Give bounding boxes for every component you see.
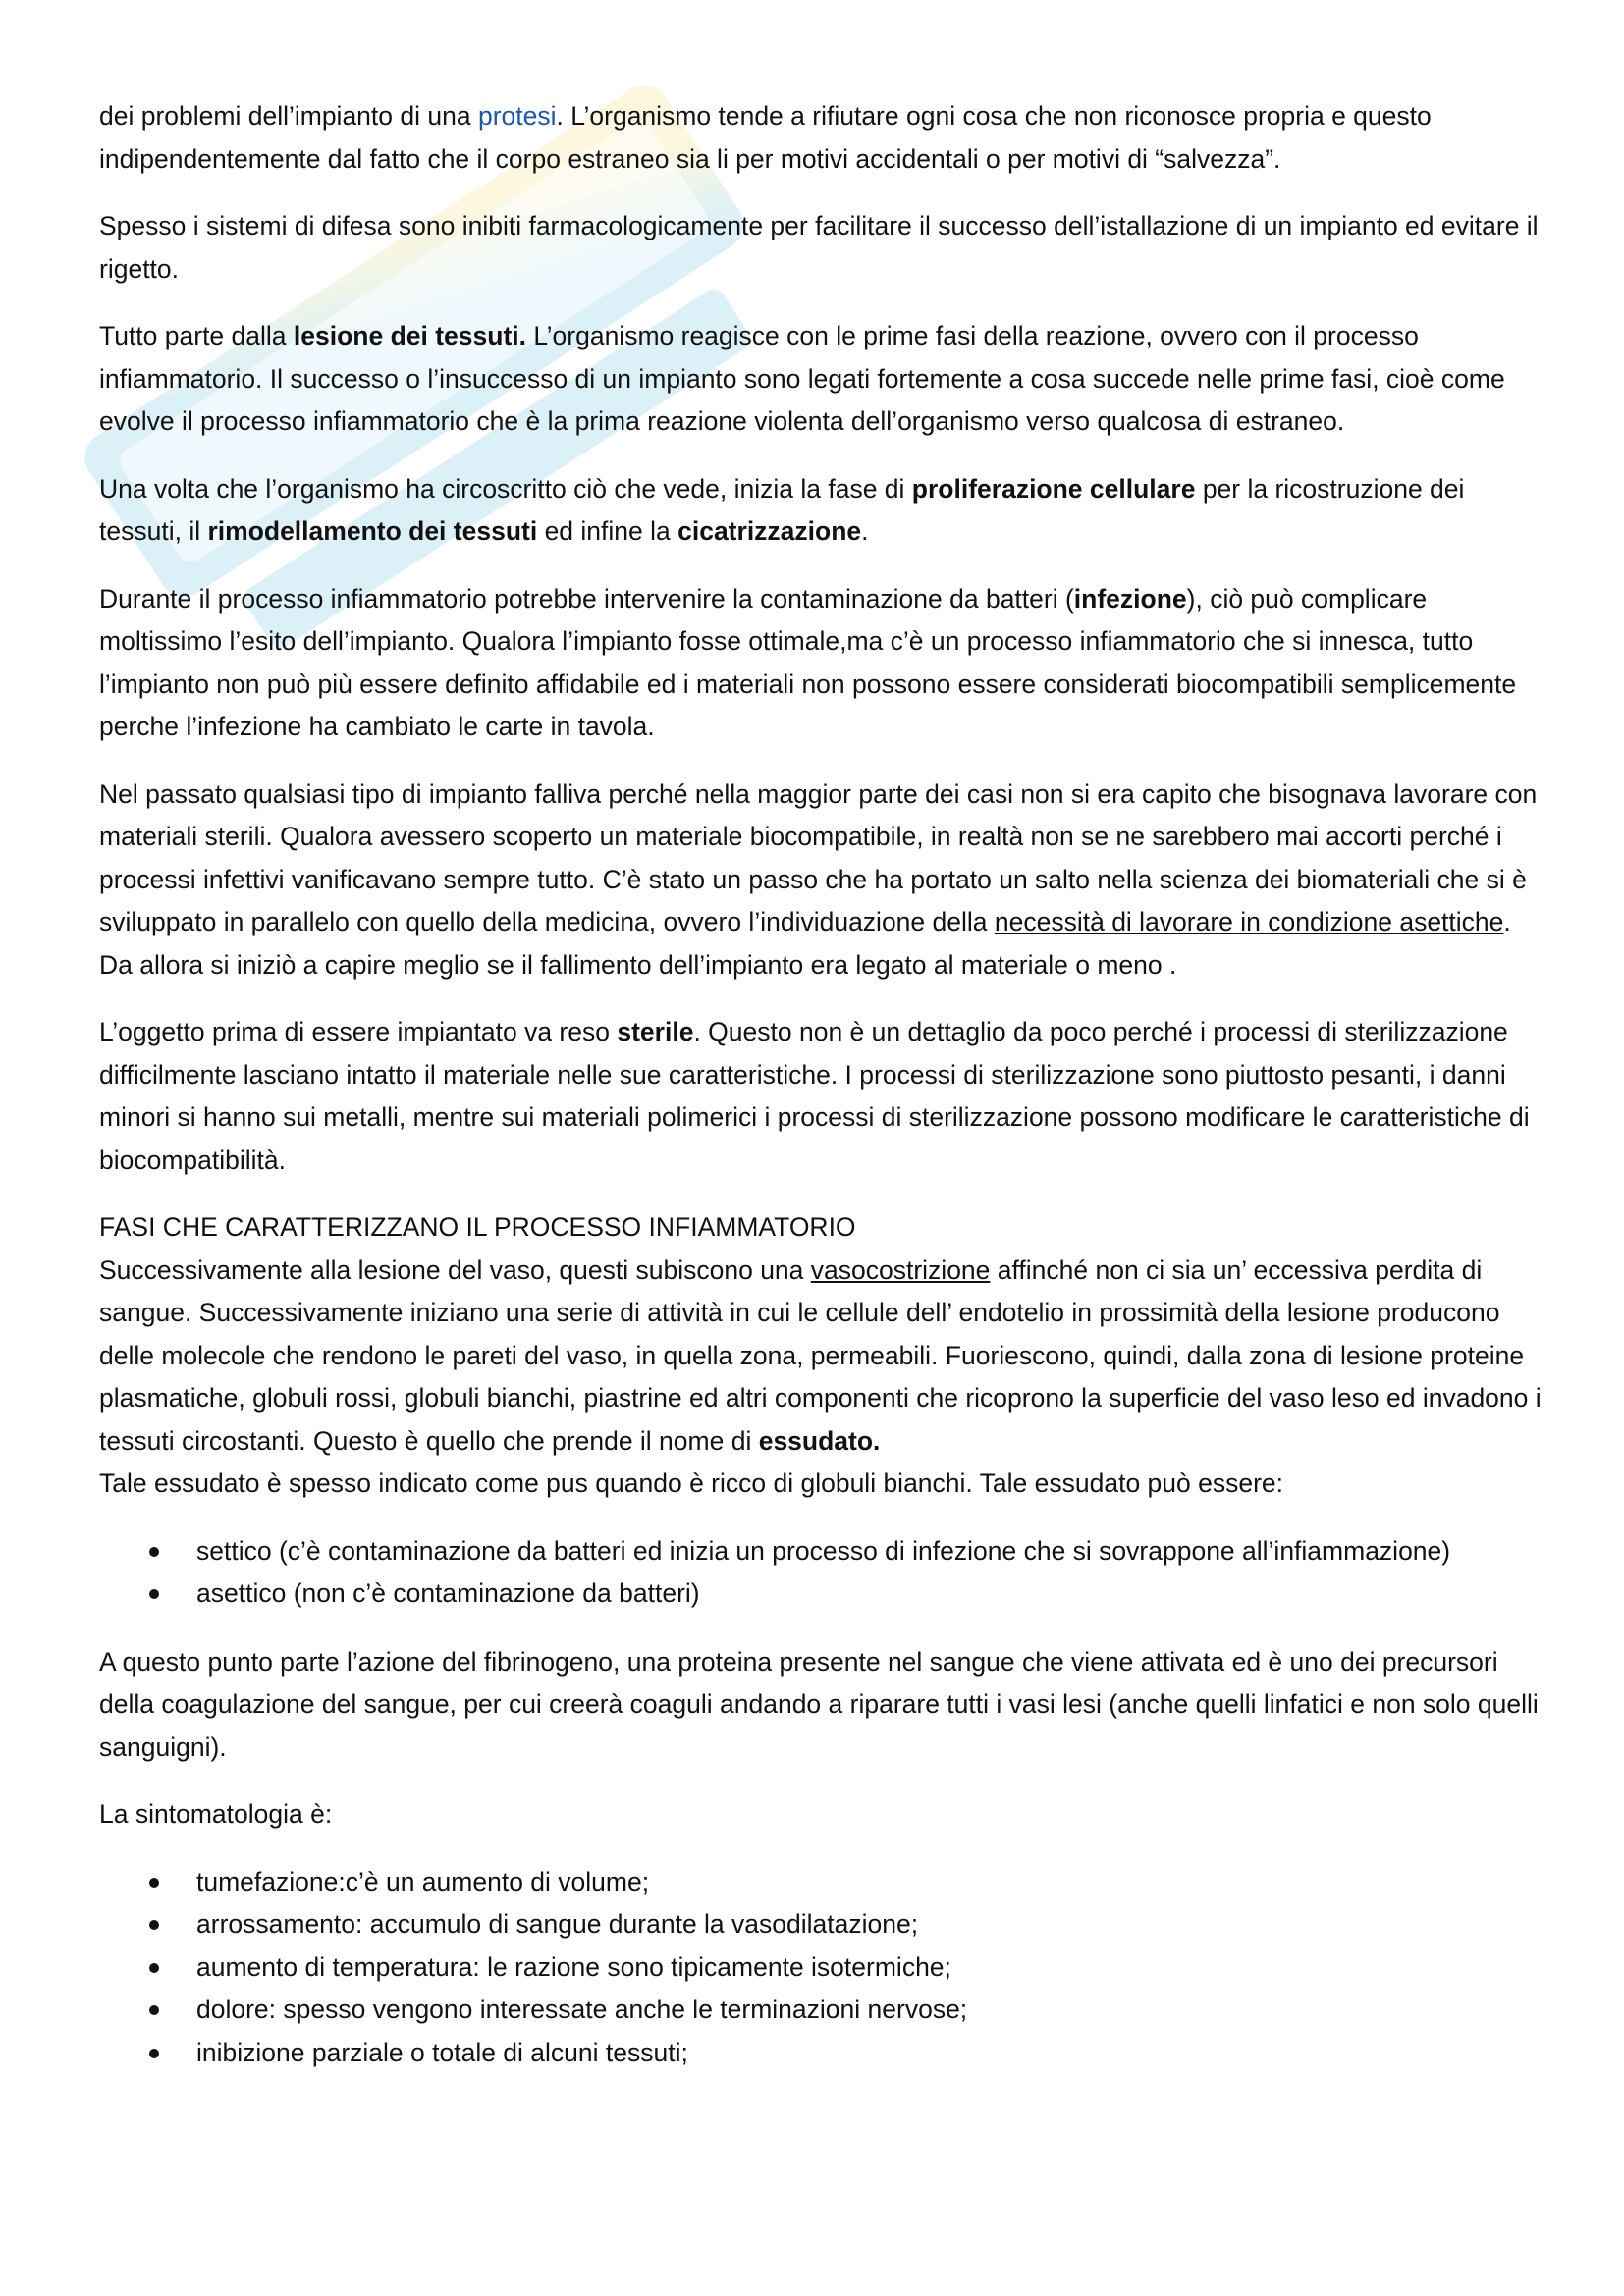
- bold-term: rimodellamento dei tessuti: [207, 516, 538, 546]
- paragraph-text: ed infine la: [537, 516, 678, 546]
- paragraph-text: ), ciò può complicare moltissimo l’esito dell’impianto. Qualora l’impianto fosse ottimale,ma c’è un processo infiammatorio che si innesca, tutto l’impianto non può più essere definito affidabile ed i materiali non possono essere considerati biocompatibili semplicemente perche l’infezione ha cambiato le carte in tavola.: [99, 583, 1517, 741]
- paragraph-text: per la ricostruzione dei tessuti, il: [99, 473, 1465, 546]
- exudate-types-list: [99, 1530, 1543, 1616]
- paragraph-text: . Questo non è un dettaglio da poco perché i processi di sterilizzazione difficilmente lasciano intatto il materiale nelle sue caratteristiche. I processi di sterilizzazione sono piuttosto pesanti, i danni minori si hanno sui metalli, mentre sui materiali polimerici i processi di sterilizzazione possono modificare le caratteristiche di biocompatibilità.: [99, 1017, 1530, 1175]
- paragraph: [99, 95, 1543, 181]
- bold-term: sterile: [617, 1017, 694, 1046]
- paragraph: La sintomatologia è:: [99, 1799, 333, 1829]
- protesi-link[interactable]: protesi: [477, 101, 557, 131]
- paragraph-text: Successivamente alla lesione del vaso, questi subiscono una: [99, 1255, 811, 1285]
- section-heading: FASI CHE CARATTERIZZANO IL PROCESSO INFIAMMATORIO: [99, 1212, 856, 1242]
- underlined-term: vasocostrizione: [810, 1255, 991, 1285]
- list-item: arrossamento: accumulo di sangue durante la vasodilatazione;: [99, 1903, 1543, 1947]
- paragraph-text: Durante il processo infiammatorio potrebbe intervenire la contaminazione da batteri (: [99, 583, 1074, 614]
- list-item: tumefazione:c’è un aumento di volume;: [99, 1861, 1543, 1904]
- list-item: settico (c’è contaminazione da batteri ed inizia un processo di infezione che si sovrappone all’infiammazione): [99, 1530, 1543, 1574]
- bold-term: proliferazione cellulare: [911, 473, 1196, 504]
- paragraph-text: Una volta che l’organismo ha circoscritto ciò che vede, inizia la fase di: [99, 473, 912, 504]
- bold-term: cicatrizzazione: [677, 516, 862, 546]
- paragraph-text: Nel passato qualsiasi tipo di impianto falliva perché nella maggior parte dei casi non si era capito che bisognava lavorare con materiali sterili. Qualora avessero scoperto un materiale biocompatibile, in realtà non se ne sarebbero mai accorti perché i processi infettivi vanificavano sempre tutto. C’è stato un passo che ha portato un salto nella scienza dei biomateriali che si è sviluppato in parallelo con quello della medicina, ovvero l’individuazione della: [99, 778, 1538, 936]
- document-body: [99, 95, 1543, 2100]
- paragraph-text: .: [861, 516, 869, 546]
- paragraph: A questo punto parte l’azione del fibrinogeno, una proteina presente nel sangue che viene attivata ed è uno dei precursori della coagulazione del sangue, per cui creerà coaguli andando a riparare tutti i vasi lesi (anche quelli linfatici e non solo quelli sanguigni).: [99, 1646, 1539, 1762]
- paragraph-text: L’organismo reagisce con le prime fasi della reazione, ovvero con il processo infiammatorio. Il successo o l’insuccesso di un impianto sono legati fortemente a cosa succede nelle prime fasi, cioè come evolve il processo infiammatorio che è la prima reazione violenta dell’organismo verso qualcosa di estraneo.: [99, 321, 1505, 436]
- bold-term: infezione: [1073, 583, 1187, 614]
- paragraph-text: . Da allora si iniziò a capire meglio se il fallimento dell’impianto era legato al materiale o meno .: [99, 907, 1511, 980]
- paragraph-text: . L’organismo tende a rifiutare ogni cosa che non riconosce propria e questo indipendentemente dal fatto che il corpo estraneo sia li per motivi accidentali o per motivi di “salvezza”.: [99, 101, 1432, 174]
- paragraph-text: affinché non ci sia un’ eccessiva perdita di sangue. Successivamente iniziano una serie di attività in cui le cellule dell’ endotelio in prossimità della lesione producono delle molecole che rendono le pareti del vaso, in quella zona, permeabili. Fuoriescono, quindi, dalla zona di lesione proteine plasmatiche, globuli rossi, globuli bianchi, piastrine ed altri componenti che ricoprono la superficie del vaso leso ed invadono i tessuti circostanti. Questo è quello che prende il nome di: [99, 1255, 1542, 1456]
- list-item: inibizione parziale o totale di alcuni tessuti;: [99, 2032, 1543, 2075]
- paragraph-text: L’oggetto prima di essere impiantato va reso: [99, 1017, 618, 1046]
- paragraph: [99, 1250, 1543, 1464]
- paragraph-text: Tutto parte dalla: [99, 321, 294, 350]
- paragraph: [99, 774, 1543, 988]
- bold-term: lesione dei tessuti.: [293, 321, 526, 350]
- paragraph: Tale essudato è spesso indicato come pus quando è ricco di globuli bianchi. Tale essudato può essere:: [99, 1468, 1284, 1498]
- bold-term: essudato.: [758, 1425, 881, 1456]
- paragraph: [99, 578, 1543, 749]
- paragraph: [99, 315, 1543, 444]
- list-item: aumento di temperatura: le razione sono tipicamente isotermiche;: [99, 1947, 1543, 1990]
- list-item: asettico (non c’è contaminazione da batteri): [99, 1573, 1543, 1616]
- paragraph-text: dei problemi dell’impianto di una: [99, 101, 478, 131]
- paragraph: [99, 1011, 1543, 1182]
- paragraph: [99, 468, 1543, 554]
- list-item: dolore: spesso vengono interessate anche le terminazioni nervose;: [99, 1989, 1543, 2032]
- paragraph: Spesso i sistemi di difesa sono inibiti farmacologicamente per facilitare il successo dell’istallazione di un impianto ed evitare il rigetto.: [99, 211, 1539, 284]
- underlined-term: necessità di lavorare in condizione asettiche: [994, 907, 1504, 936]
- symptoms-list: [99, 1861, 1543, 2075]
